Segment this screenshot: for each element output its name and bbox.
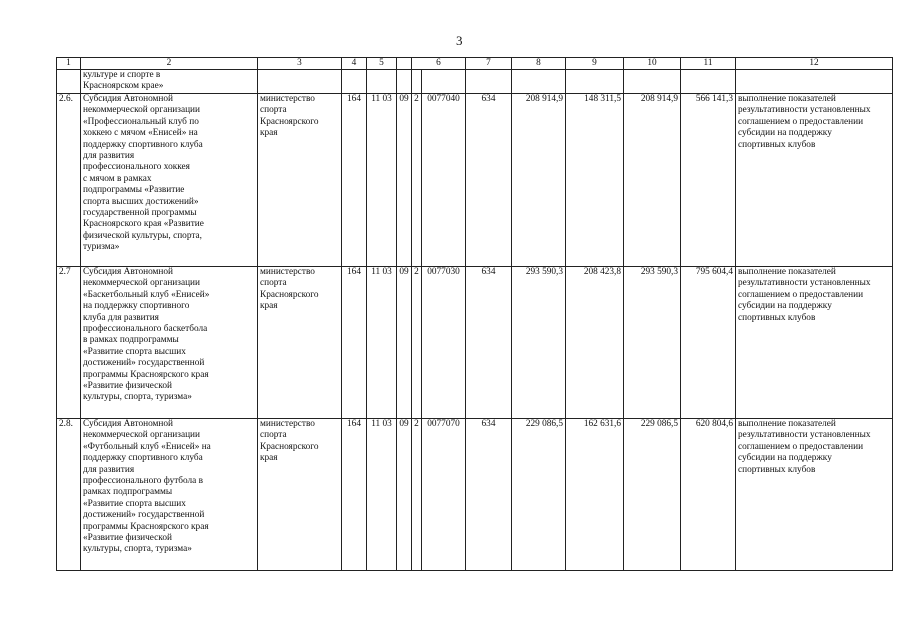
col-header-4: 4 [342,58,367,70]
row-ministry: министерство спорта Красноярского края [258,267,342,419]
column-header-row [57,58,893,70]
col-header-9: 9 [566,58,624,70]
row-year1: 293 590,3 [512,267,566,419]
table-row [57,267,893,419]
row-ministry: министерство спорта Красноярского края [258,419,342,571]
row-result: выполнение показателей результативности установленных соглашением о предоставлении субсидии на поддержку спортивных клубов [736,267,893,419]
row-vr: 634 [466,267,512,419]
row-year2: 162 631,6 [566,419,624,571]
row-program: 09 [397,419,412,571]
row-name: Субсидия Автономной некоммерческой организации «Профессиональный клуб по хоккею с мячом «Енисей» на поддержку спортивного клуба для развития профессионального хоккея с мячом в рамках подпрограммы «Развитие спорта высших достижений» государственной программы Красноярского края «Развитие физической культуры, спорта, туризма» [81,94,258,267]
row-year1: 208 914,9 [512,94,566,267]
row-total: 620 804,6 [681,419,736,571]
row-year3: 208 914,9 [624,94,681,267]
row-vr: 634 [466,94,512,267]
row-ministry: министерство спорта Красноярского края [258,94,342,267]
row-total: 566 141,3 [681,94,736,267]
col-header-blank-a [397,58,412,70]
row-subprogram: 2 [412,94,422,267]
col-header-1: 1 [57,58,81,70]
row-number: 2.8. [57,419,81,571]
col-header-7: 7 [466,58,512,70]
continuation-row [57,70,893,94]
row-grbs: 164 [342,94,367,267]
row-grbs: 164 [342,419,367,571]
row-program: 09 [397,267,412,419]
col-header-12: 12 [736,58,893,70]
col-header-10: 10 [624,58,681,70]
row-csr: 0077040 [422,94,466,267]
row-csr: 0077030 [422,267,466,419]
row-year3: 293 590,3 [624,267,681,419]
page-number: 3 [456,33,463,48]
col-header-8: 8 [512,58,566,70]
table-row [57,94,893,267]
row-year3: 229 086,5 [624,419,681,571]
col-header-11: 11 [681,58,736,70]
col-header-3: 3 [258,58,342,70]
row-result: выполнение показателей результативности установленных соглашением о предоставлении субсидии на поддержку спортивных клубов [736,419,893,571]
row-grbs: 164 [342,267,367,419]
row-section: 11 03 [367,419,397,571]
row-section: 11 03 [367,267,397,419]
row-result: выполнение показателей результативности установленных соглашением о предоставлении субсидии на поддержку спортивных клубов [736,94,893,267]
row-vr: 634 [466,419,512,571]
continuation-name: культуре и спорте в Красноярском крае» [81,70,258,94]
row-year2: 208 423,8 [566,267,624,419]
row-program: 09 [397,94,412,267]
row-csr: 0077070 [422,419,466,571]
col-header-2: 2 [81,58,258,70]
row-year2: 148 311,5 [566,94,624,267]
row-subprogram: 2 [412,419,422,571]
row-year1: 229 086,5 [512,419,566,571]
row-total: 795 604,4 [681,267,736,419]
table-row [57,419,893,571]
budget-table [56,57,893,571]
row-subprogram: 2 [412,267,422,419]
row-number: 2.6. [57,94,81,267]
row-number: 2.7 [57,267,81,419]
row-name: Субсидия Автономной некоммерческой организации «Баскетбольный клуб «Енисей» на поддержку спортивного клуба для развития профессионального баскетбола в рамках подпрограммы «Развитие спорта высших достижений» государственной программы Красноярского края «Развитие физической культуры, спорта, туризма» [81,267,258,419]
col-header-6: 6 [412,58,466,70]
col-header-5: 5 [367,58,397,70]
row-name: Субсидия Автономной некоммерческой организации «Футбольный клуб «Енисей» на поддержку спортивного клуба для развития профессионального футбола в рамках подпрограммы «Развитие спорта высших достижений» государственной программы Красноярского края «Развитие физической культуры, спорта, туризма» [81,419,258,571]
row-section: 11 03 [367,94,397,267]
